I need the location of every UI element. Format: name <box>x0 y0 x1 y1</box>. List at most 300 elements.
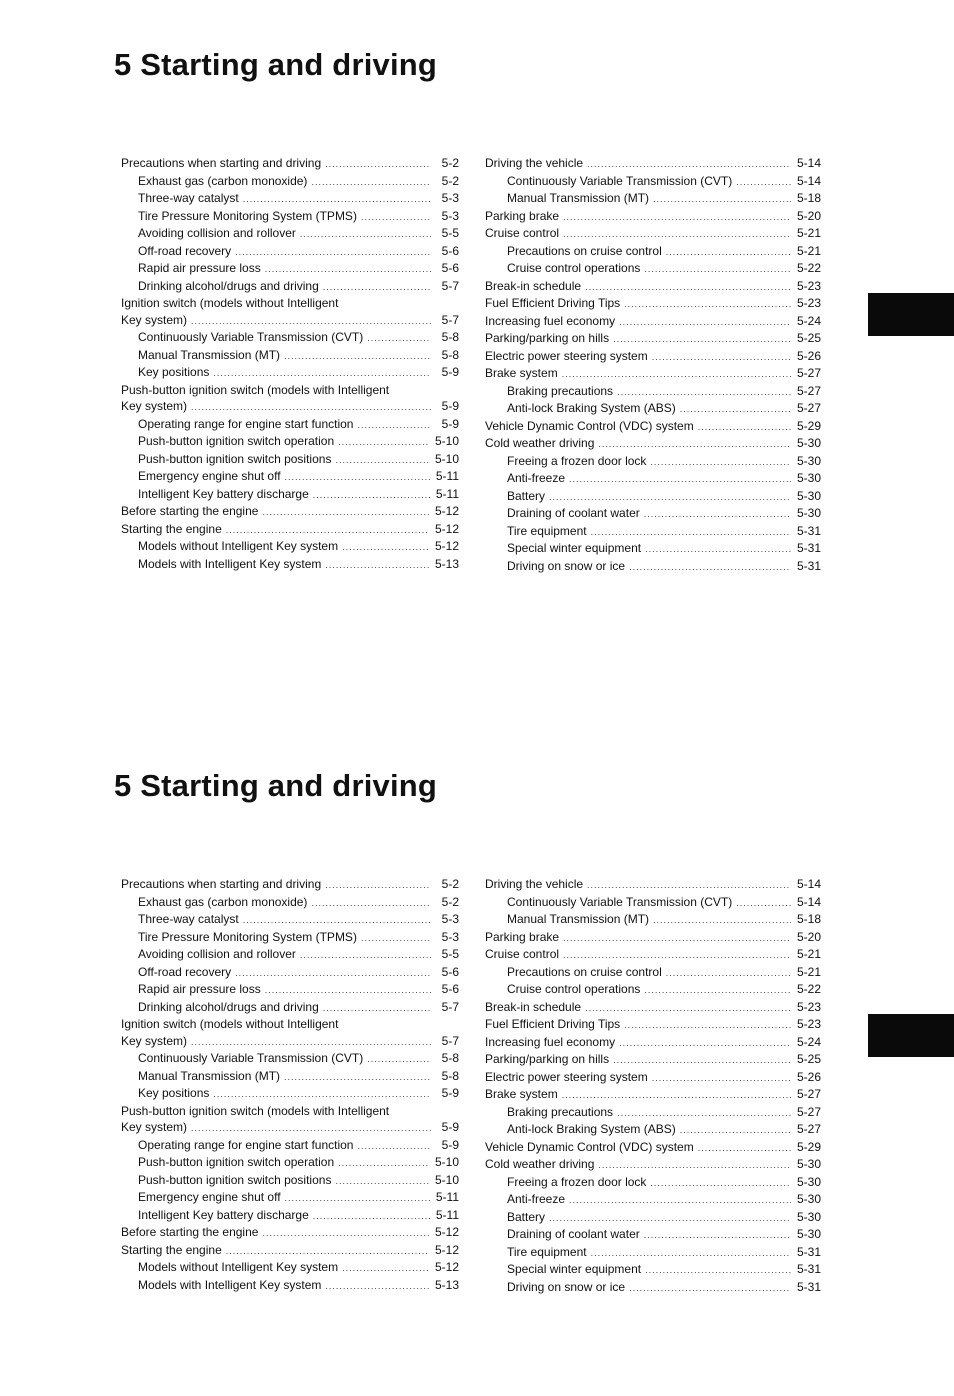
toc-entry-label: Increasing fuel economy <box>485 313 616 328</box>
toc-entry-label: Parking brake <box>485 929 560 944</box>
toc-entry[interactable] <box>121 295 459 329</box>
toc-entry-label: Push-button ignition switch operation <box>138 1155 335 1169</box>
toc-entry-page: 5-3 <box>441 191 459 205</box>
toc-entry-page: 5-5 <box>441 947 459 961</box>
toc-entry-page: 5-11 <box>435 1190 459 1204</box>
toc-entry[interactable] <box>121 382 459 416</box>
toc-entry-page: 5-9 <box>441 399 459 413</box>
toc-entry-row <box>485 1156 821 1174</box>
toc-entry[interactable] <box>121 416 459 434</box>
toc-entry-label: Manual Transmission (MT) <box>138 1068 281 1083</box>
toc-entry-row <box>121 1242 459 1260</box>
toc-entry-label-line: Ignition switch (models without Intelligent <box>121 296 339 310</box>
dot-leader <box>736 174 791 191</box>
toc-entry[interactable] <box>485 523 821 541</box>
toc-entry-row <box>485 418 821 436</box>
dot-leader <box>645 1262 791 1279</box>
dot-leader <box>563 930 791 947</box>
toc-entry-page: 5-29 <box>796 418 821 433</box>
toc-entry-row <box>485 435 821 453</box>
toc-entry[interactable] <box>121 1189 459 1207</box>
dot-leader <box>563 947 791 964</box>
toc-entry-row <box>121 1033 459 1051</box>
toc-entry[interactable] <box>121 1242 459 1260</box>
toc-entry[interactable] <box>485 208 821 226</box>
toc-entry-row <box>485 295 821 313</box>
toc-entry-label: Driving the vehicle <box>485 156 584 170</box>
page-title: 5 Starting and driving <box>114 768 438 803</box>
toc-entry-row <box>507 173 821 191</box>
toc-entry-row <box>138 416 459 434</box>
toc-entry-label: Continuously Variable Transmission (CVT) <box>138 1051 364 1065</box>
dot-leader <box>243 191 431 208</box>
toc-entry[interactable] <box>485 1104 821 1122</box>
toc-entry[interactable] <box>121 999 459 1017</box>
dot-leader <box>342 1260 429 1277</box>
toc-entry-row <box>485 946 821 964</box>
dot-leader <box>265 261 431 278</box>
toc-entry-page: 5-27 <box>796 401 821 415</box>
toc-entry[interactable] <box>485 894 821 912</box>
toc-entry-row <box>138 190 459 208</box>
toc-entry-label: Push-button ignition switch operation <box>138 434 335 448</box>
dot-leader <box>650 1175 791 1192</box>
toc-entry-label: Key positions <box>138 1086 210 1100</box>
toc-entry[interactable] <box>121 347 459 365</box>
toc-entry[interactable] <box>121 964 459 982</box>
toc-entry[interactable] <box>121 208 459 226</box>
toc-entry[interactable] <box>485 1139 821 1157</box>
toc-entry-page: 5-23 <box>796 278 821 293</box>
toc-entry-row <box>138 981 459 999</box>
dot-leader <box>549 1210 791 1227</box>
toc-entry-row <box>507 981 821 999</box>
toc-entry-row <box>485 999 821 1017</box>
toc-entry-page: 5-31 <box>796 541 821 555</box>
dot-leader <box>617 1105 791 1122</box>
toc-entry-page: 5-22 <box>796 261 821 275</box>
toc-entry-page: 5-9 <box>441 416 459 431</box>
toc-right-column <box>485 155 821 575</box>
toc-entry-row <box>121 521 459 539</box>
toc-entry-row <box>138 964 459 982</box>
toc-entry-row <box>138 946 459 964</box>
dot-leader <box>357 417 431 434</box>
toc-entry-label: Operating range for engine start function <box>138 416 354 431</box>
toc-entry-label: Tire equipment <box>507 1244 587 1259</box>
dot-leader <box>191 1120 431 1137</box>
toc-entry[interactable] <box>121 190 459 208</box>
toc-entry[interactable] <box>485 1086 821 1104</box>
toc-entry[interactable] <box>121 260 459 278</box>
toc-entry[interactable] <box>485 225 821 243</box>
toc-entry-page: 5-14 <box>796 894 821 909</box>
toc-entry[interactable] <box>121 486 459 504</box>
dot-leader <box>617 384 791 401</box>
dot-leader <box>585 1000 791 1017</box>
toc-entry-label: Rapid air pressure loss <box>138 982 261 996</box>
dot-leader <box>653 191 791 208</box>
toc-entry-page: 5-2 <box>441 173 459 188</box>
toc-entry-page: 5-23 <box>796 999 821 1014</box>
dot-leader <box>613 331 791 348</box>
toc-entry[interactable] <box>121 1016 459 1050</box>
toc-entry-label: Before starting the engine <box>121 504 259 518</box>
toc-entry-page: 5-10 <box>434 451 459 466</box>
toc-entry[interactable] <box>485 1034 821 1052</box>
toc-entry-page: 5-9 <box>441 1137 459 1152</box>
toc-entry-label: Cruise control operations <box>507 982 641 996</box>
chapter-thumb-tab <box>868 293 954 336</box>
toc-entry-label: Avoiding collision and rollover <box>138 947 296 961</box>
toc-entry[interactable] <box>485 1261 821 1279</box>
toc-entry-page: 5-21 <box>796 243 821 258</box>
dot-leader <box>313 487 430 504</box>
toc-entry[interactable] <box>121 1224 459 1242</box>
toc-entry-page: 5-6 <box>441 243 459 258</box>
toc-entry[interactable] <box>121 1137 459 1155</box>
dot-leader <box>598 1157 791 1174</box>
toc-entry-label: Precautions on cruise control <box>507 964 662 979</box>
toc-entry-label: Anti-lock Braking System (ABS) <box>507 1122 676 1136</box>
toc-entry-page: 5-31 <box>796 523 821 538</box>
toc-entry-label: Cruise control operations <box>507 261 641 275</box>
toc-entry-row <box>485 929 821 947</box>
dot-leader <box>698 419 791 436</box>
toc-entry[interactable] <box>485 1174 821 1192</box>
dot-leader <box>325 877 431 894</box>
toc-entry[interactable] <box>485 1016 821 1034</box>
toc-entry-row <box>138 1137 459 1155</box>
toc-entry[interactable] <box>121 155 459 173</box>
toc-entry-page: 5-10 <box>434 1172 459 1187</box>
toc-entry[interactable] <box>121 1172 459 1190</box>
toc-entry[interactable] <box>485 470 821 488</box>
toc-entry[interactable] <box>121 173 459 191</box>
toc-entry[interactable] <box>485 383 821 401</box>
toc-entry-row <box>485 1086 821 1104</box>
toc-entry[interactable] <box>485 911 821 929</box>
toc-entry[interactable] <box>485 260 821 278</box>
toc-entry-row <box>507 911 821 929</box>
toc-entry-label: Increasing fuel economy <box>485 1034 616 1049</box>
toc-entry-label: Driving on snow or ice <box>507 1279 626 1294</box>
page-title: 5 Starting and driving <box>114 47 438 82</box>
dot-leader <box>698 1140 791 1157</box>
toc-entry-row <box>485 278 821 296</box>
toc-entry[interactable] <box>121 329 459 347</box>
toc-entry-label: Freeing a frozen door lock <box>507 1174 647 1189</box>
dot-leader <box>357 1138 431 1155</box>
toc-entry[interactable] <box>121 451 459 469</box>
dot-leader <box>563 209 791 226</box>
toc-entry-label: Continuously Variable Transmission (CVT) <box>507 894 733 909</box>
toc-entry-row <box>138 1259 459 1277</box>
dot-leader <box>585 279 791 296</box>
manual-page-top <box>0 0 954 675</box>
toc-entry-label: Models without Intelligent Key system <box>138 1260 339 1274</box>
toc-entry-label: Exhaust gas (carbon monoxide) <box>138 173 308 188</box>
toc-entry-page: 5-30 <box>796 471 821 485</box>
toc-entry[interactable] <box>485 505 821 523</box>
toc-entry-label: Starting the engine <box>121 1242 222 1257</box>
toc-entry-row <box>507 1104 821 1122</box>
toc-entry[interactable] <box>485 313 821 331</box>
toc-entry-label: Parking/parking on hills <box>485 331 610 345</box>
toc-entry-page: 5-31 <box>796 1279 821 1294</box>
toc-entry-label: Emergency engine shut off <box>138 469 281 483</box>
toc-entry[interactable] <box>485 243 821 261</box>
toc-entry-label: Brake system <box>485 1087 558 1101</box>
toc-entry[interactable] <box>121 1154 459 1172</box>
toc-entry[interactable] <box>121 1085 459 1103</box>
toc-entry[interactable] <box>121 1207 459 1225</box>
toc-entry-row <box>138 538 459 556</box>
toc-entry-row <box>138 1277 459 1295</box>
toc-entry[interactable] <box>485 348 821 366</box>
toc-entry-row <box>507 964 821 982</box>
dot-leader <box>644 506 791 523</box>
toc-right-column <box>485 876 821 1296</box>
toc-entry-row <box>485 1139 821 1157</box>
dot-leader <box>191 313 431 330</box>
toc-entry[interactable] <box>121 468 459 486</box>
dot-leader <box>598 436 791 453</box>
toc-entry[interactable] <box>121 278 459 296</box>
toc-entry[interactable] <box>485 1051 821 1069</box>
toc-entry-page: 5-2 <box>441 877 459 891</box>
toc-entry-label: Push-button ignition switch positions <box>138 451 332 466</box>
toc-entry-row <box>507 1279 821 1297</box>
toc-entry[interactable] <box>485 330 821 348</box>
dot-leader <box>587 877 791 894</box>
toc-entry-label: Parking/parking on hills <box>485 1052 610 1066</box>
toc-entry-label: Freeing a frozen door lock <box>507 453 647 468</box>
toc-entry[interactable] <box>485 155 821 173</box>
toc-entry-row <box>138 1172 459 1190</box>
toc-entry-label: Electric power steering system <box>485 1069 648 1084</box>
dot-leader <box>644 982 791 999</box>
toc-entry[interactable] <box>121 946 459 964</box>
toc-entry[interactable] <box>485 981 821 999</box>
toc-entry[interactable] <box>485 999 821 1017</box>
toc-entry-page: 5-24 <box>796 313 821 328</box>
dot-leader <box>300 226 431 243</box>
toc-entry-row <box>138 173 459 191</box>
toc-entry-row <box>507 523 821 541</box>
toc-entry[interactable] <box>485 1121 821 1139</box>
dot-leader <box>619 314 791 331</box>
toc-entry-page: 5-30 <box>796 506 821 520</box>
toc-entry-page: 5-30 <box>796 1157 821 1171</box>
toc-entry[interactable] <box>485 435 821 453</box>
toc-entry-row <box>507 1191 821 1209</box>
toc-entry[interactable] <box>485 295 821 313</box>
toc-entry[interactable] <box>485 558 821 576</box>
toc-entry-label: Brake system <box>485 366 558 380</box>
toc-entry-row <box>138 894 459 912</box>
toc-entry-row <box>138 929 459 947</box>
dot-leader <box>652 1070 791 1087</box>
chapter-thumb-tab <box>868 1014 954 1057</box>
toc-entry-label: Special winter equipment <box>507 541 642 555</box>
toc-entry-row <box>485 876 821 894</box>
toc-entry[interactable] <box>485 1209 821 1227</box>
toc-entry-label: Draining of coolant water <box>507 506 640 520</box>
toc-entry-row <box>485 208 821 226</box>
toc-entry[interactable] <box>485 453 821 471</box>
toc-entry-row <box>121 155 459 173</box>
toc-entry[interactable] <box>485 365 821 383</box>
toc-entry-label: Manual Transmission (MT) <box>507 191 650 205</box>
toc-entry[interactable] <box>121 503 459 521</box>
toc-entry-page: 5-30 <box>796 1174 821 1189</box>
toc-entry[interactable] <box>485 1191 821 1209</box>
toc-entry-label: Models with Intelligent Key system <box>138 556 322 571</box>
toc-entry-page: 5-27 <box>796 366 821 380</box>
toc-entry-label: Driving the vehicle <box>485 877 584 891</box>
toc-entry-row <box>138 911 459 929</box>
dot-leader <box>624 296 791 313</box>
toc-entry-label: Cold weather driving <box>485 436 595 450</box>
toc-entry[interactable] <box>485 964 821 982</box>
toc-entry-page: 5-30 <box>796 488 821 503</box>
toc-entry[interactable] <box>485 1244 821 1262</box>
toc-entry-row <box>121 503 459 521</box>
toc-entry[interactable] <box>121 1277 459 1295</box>
toc-entry-page: 5-9 <box>441 1120 459 1134</box>
toc-entry[interactable] <box>485 876 821 894</box>
dot-leader <box>619 1035 791 1052</box>
toc-entry-page: 5-13 <box>434 1277 459 1292</box>
toc-entry[interactable] <box>485 400 821 418</box>
toc-entry[interactable] <box>121 243 459 261</box>
toc-entry-page: 5-7 <box>441 1033 459 1048</box>
toc-entry[interactable] <box>485 929 821 947</box>
toc-entry[interactable] <box>485 1279 821 1297</box>
toc-entry-label: Tire Pressure Monitoring System (TPMS) <box>138 929 357 944</box>
dot-leader <box>549 489 791 506</box>
toc-entry-page: 5-25 <box>796 1052 821 1066</box>
toc-entry-page: 5-27 <box>796 1104 821 1119</box>
toc-entry-label: Exhaust gas (carbon monoxide) <box>138 894 308 909</box>
toc-entry[interactable] <box>121 876 459 894</box>
toc-entry-label-line: Push-button ignition switch (models with Intelligent <box>121 1103 390 1118</box>
toc-entry[interactable] <box>121 911 459 929</box>
toc-entry-label: Key positions <box>138 365 210 379</box>
dot-leader <box>311 895 431 912</box>
toc-entry-page: 5-23 <box>796 296 821 310</box>
toc-entry-label: Off-road recovery <box>138 243 232 258</box>
toc-entry-label: Cruise control <box>485 226 560 240</box>
toc-entry[interactable] <box>485 1156 821 1174</box>
toc-entry-row <box>507 1209 821 1227</box>
toc-entry-page: 5-12 <box>434 1225 459 1239</box>
dot-leader <box>285 1190 430 1207</box>
toc-entry-page: 5-24 <box>796 1034 821 1049</box>
dot-leader <box>563 226 791 243</box>
toc-entry-label: Models with Intelligent Key system <box>138 1277 322 1292</box>
toc-entry-row <box>507 1261 821 1279</box>
toc-entry[interactable] <box>121 1259 459 1277</box>
toc-entry-row <box>138 999 459 1017</box>
toc-entry-row <box>507 488 821 506</box>
toc-entry-page: 5-29 <box>796 1139 821 1154</box>
toc-entry-label: Anti-lock Braking System (ABS) <box>507 401 676 415</box>
toc-entry-label: Off-road recovery <box>138 964 232 979</box>
toc-entry[interactable] <box>121 433 459 451</box>
toc-entry-row <box>485 313 821 331</box>
toc-entry-page: 5-30 <box>796 1192 821 1206</box>
toc-entry[interactable] <box>485 418 821 436</box>
toc-entry-page: 5-7 <box>441 278 459 293</box>
dot-leader <box>653 912 791 929</box>
toc-entry-label: Parking brake <box>485 208 560 223</box>
toc-entry[interactable] <box>485 173 821 191</box>
toc-entry[interactable] <box>121 894 459 912</box>
dot-leader <box>367 1051 431 1068</box>
toc-entry-row <box>507 400 821 418</box>
toc-entry-row <box>485 330 821 348</box>
toc-entry-label: Before starting the engine <box>121 1225 259 1239</box>
toc-entry[interactable] <box>121 981 459 999</box>
toc-entry[interactable] <box>485 540 821 558</box>
dot-leader <box>666 244 791 261</box>
toc-entry[interactable] <box>121 556 459 574</box>
toc-entry[interactable] <box>121 1050 459 1068</box>
toc-entry[interactable] <box>121 225 459 243</box>
toc-entry-row <box>121 398 459 416</box>
dot-leader <box>644 261 791 278</box>
toc-entry[interactable] <box>121 364 459 382</box>
toc-entry-label: Continuously Variable Transmission (CVT) <box>138 330 364 344</box>
toc-entry-page: 5-7 <box>441 999 459 1014</box>
toc-entry-page: 5-21 <box>796 947 821 961</box>
dot-leader <box>335 452 429 469</box>
toc-entry-page: 5-3 <box>441 208 459 223</box>
toc-entry[interactable] <box>121 929 459 947</box>
toc-entry[interactable] <box>121 1068 459 1086</box>
toc-entry-page: 5-6 <box>441 261 459 275</box>
dot-leader <box>235 244 431 261</box>
dot-leader <box>285 469 430 486</box>
toc-entry-row <box>485 155 821 173</box>
toc-entry[interactable] <box>485 946 821 964</box>
toc-entry-label: Braking precautions <box>507 1104 614 1119</box>
toc-entry[interactable] <box>485 1226 821 1244</box>
dot-leader <box>562 1087 791 1104</box>
toc-entry-row <box>138 1050 459 1068</box>
dot-leader <box>265 982 431 999</box>
toc-entry[interactable] <box>121 1103 459 1137</box>
toc-entry-label: Key system) <box>121 1033 188 1048</box>
toc-entry[interactable] <box>485 488 821 506</box>
toc-entry-row <box>138 451 459 469</box>
toc-entry-label: Push-button ignition switch positions <box>138 1172 332 1187</box>
toc-entry[interactable] <box>485 190 821 208</box>
toc-entry[interactable] <box>121 521 459 539</box>
dot-leader <box>311 174 431 191</box>
toc-entry[interactable] <box>121 538 459 556</box>
toc-entry[interactable] <box>485 278 821 296</box>
toc-entry-label: Continuously Variable Transmission (CVT) <box>507 173 733 188</box>
toc-entry-label: Manual Transmission (MT) <box>138 347 281 362</box>
toc-entry-label: Emergency engine shut off <box>138 1190 281 1204</box>
toc-entry-label: Electric power steering system <box>485 348 648 363</box>
dot-leader <box>680 1122 791 1139</box>
toc-entry-page: 5-8 <box>441 1051 459 1065</box>
toc-entry[interactable] <box>485 1069 821 1087</box>
